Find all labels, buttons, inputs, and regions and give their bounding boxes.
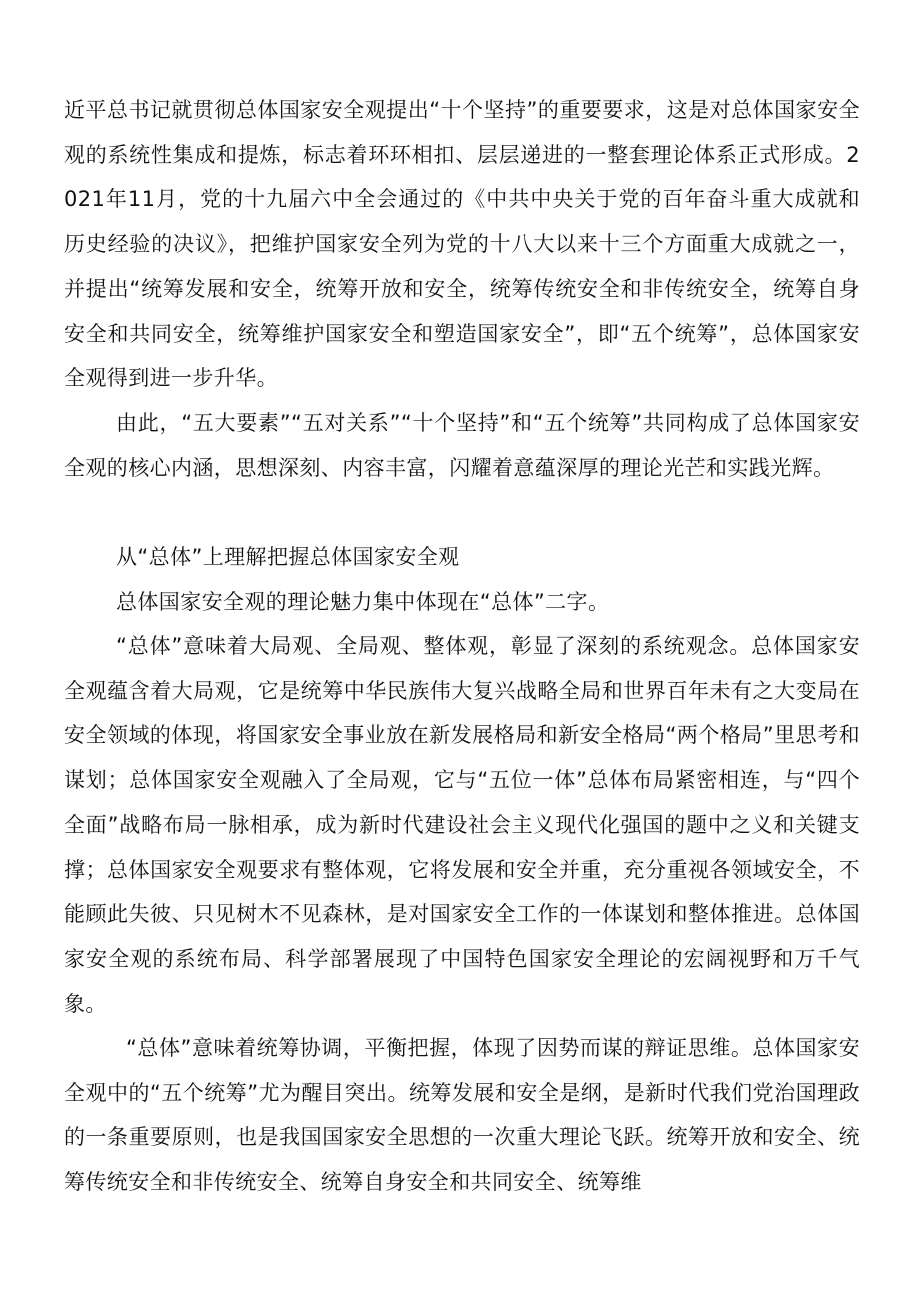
paragraph-ten-adherences: 近平总书记就贯彻总体国家安全观提出“十个坚持”的重要要求，这是对总体国家安全观的系统性集成和提炼，标志着环环相扣、层层递进的一整套理论体系正式形成。2021年11月，党的十九届六中全会通过的《中共中央关于党的百年奋斗重大成就和历史经验的决议》，把维护国家安全列为党的十八大以来十三个方面重大成就之一，并提出“统筹发展和安全，统筹开放和安全，统筹传统安全和非传统安全，统筹自身安全和共同安全，统筹维护国家安全和塑造国家安全”，即“五个统筹”，总体国家安全观得到进一步升华。	[64, 98, 860, 391]
paragraph-theory-charm: 总体国家安全观的理论魅力集中体现在“总体”二字。	[116, 590, 610, 614]
paragraph-coordination: “总体”意味着统筹协调，平衡把握，体现了因势而谋的辩证思维。总体国家安全观中的“五个统筹”尤为醒目突出。统筹发展和安全是纲，是新时代我们党治国理政的一条重要原则，也是我国国家安全思想的一次重大理论飞跃。统筹开放和安全、统筹传统安全和非传统安全、统筹自身安全和共同安全、统筹维	[64, 1036, 860, 1195]
paragraph-systemic-view: “总体”意味着大局观、全局观、整体观，彰显了深刻的系统观念。总体国家安全观蕴含着大局观，它是统筹中华民族伟大复兴战略全局和世界百年未有之大变局在安全领域的体现，将国家安全事业放在新发展格局和新安全格局“两个格局”里思考和谋划；总体国家安全观融入了全局观，它与“五位一体”总体布局紧密相连，与“四个全面”战略布局一脉相承，成为新时代建设社会主义现代化强国的题中之义和关键支撑；总体国家安全观要求有整体观，它将发展和安全并重，充分重视各领域安全，不能顾此失彼、只见树木不见森林，是对国家安全工作的一体谋划和整体推进。总体国家安全观的系统布局、科学部署展现了中国特色国家安全理论的宏阔视野和万千气象。	[64, 634, 860, 1016]
paragraph-core-connotation: 由此，“五大要素”“五对关系”“十个坚持”和“五个统筹”共同构成了总体国家安全观的核心内涵，思想深刻、内容丰富，闪耀着意蕴深厚的理论光芒和实践光辉。	[64, 411, 860, 480]
section-heading: 从“总体”上理解把握总体国家安全观	[116, 545, 460, 569]
